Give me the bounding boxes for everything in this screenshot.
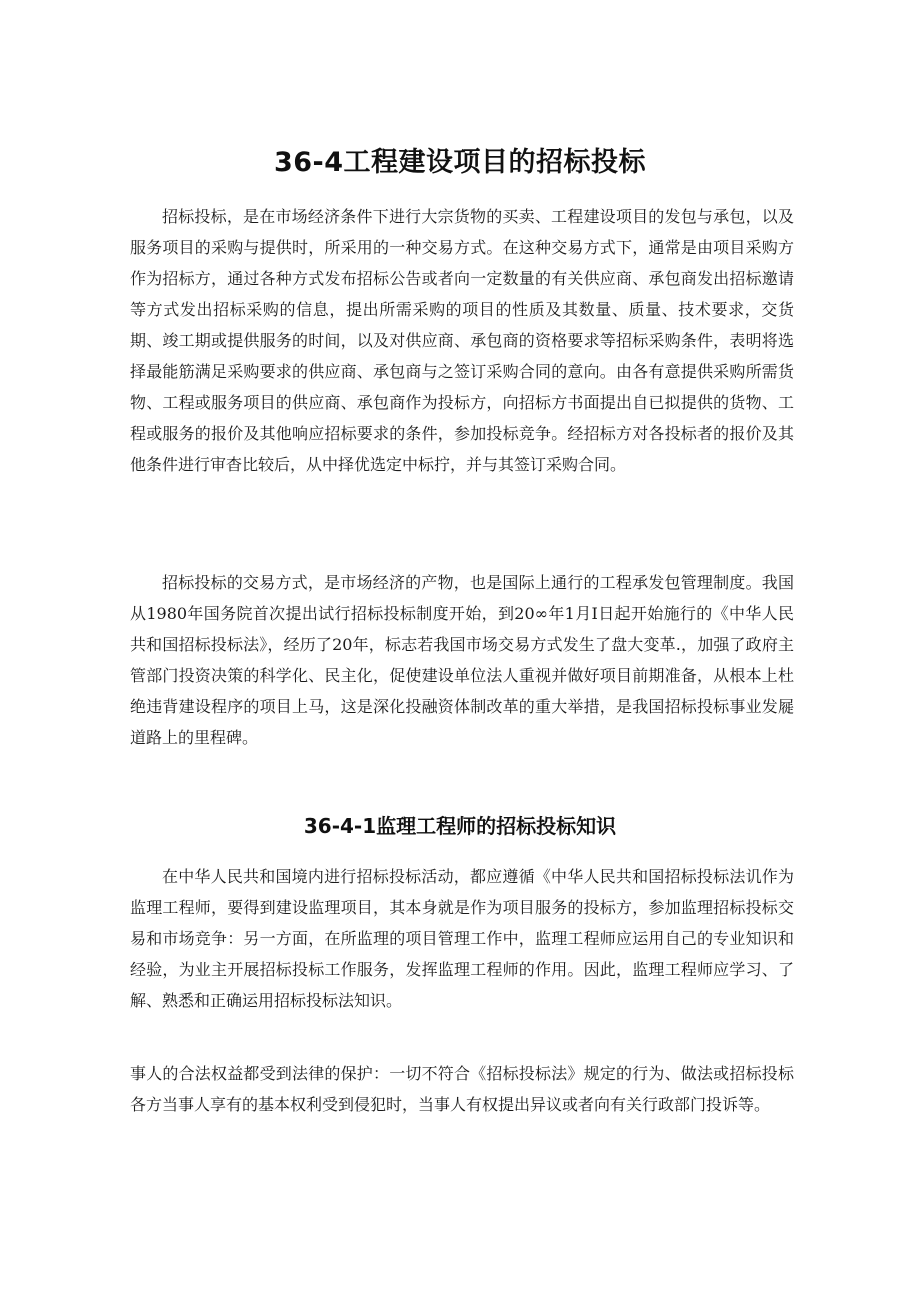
paragraph-history: 招标投标的交易方式，是市场经济的产物，也是国际上通行的工程承发包管理制度。我国从1980年国务院首次提出试行招标投标制度开始，到20∞年1月I日起开始施行的《中华人民共和国招标投标法》，经历了20年，标志若我国市场交易方式发生了盘大变革.，加强了政府主管部门投资决策的科学化、民主化，促使建设单位法人重视并做好项目前期准备，从根本上杜绝违背建设程序的项目上马，这是深化投融资体制改革的重大举措，是我国招标投标事业发屣道路上的里程碑。 bbox=[130, 573, 794, 747]
paragraph-intro: 招标投标，是在市场经济条件下进行大宗货物的买卖、工程建设项目的发包与承包，以及服务项目的采购与提供时，所采用的一种交易方式。在这种交易方式下，通常是由项目采购方作为招标方，通过各种方式发布招标公告或者向一定数量的有关供应商、承包商发出招标邀请等方式发出招标采购的信息，提出所需采购的项目的性质及其数量、质量、技术要求，交货期、竣工期或提供服务的时间，以及对供应商、承包商的资格要求等招标采购条件，表明将选择最能筋满足采购要求的供应商、承包商与之签订采购合同的意向。由各有意提供采购所需货物、工程或服务项目的供应商、承包商作为投标方，向招标方书面提出自已拟提供的货物、工程或服务的报价及其他响应招标要求的条件，参加投标竞争。经招标方对各投标者的报价及其他条件进行审杳比较后，从中择优选定中标拧，并与其签订采购合同。 bbox=[130, 207, 794, 474]
page-title: 36-4工程建设项目的招标投标 bbox=[273, 147, 647, 178]
paragraph-rights: 事人的合法权益都受到法律的保护：一切不符合《招标投标法》规定的行为、做法或招标投标各方当事人享有的基本权利受到侵犯时，当事人有权提出异议或者向有关行政部门投诉等。 bbox=[130, 1064, 794, 1114]
paragraph-supervisor: 在中华人民共和国境内进行招标投标活动，都应遵循《中华人民共和国招标投标法讥作为监理工程师，要得到建设监理项目，其本身就是作为项目服务的投标方，参加监理招标投标交易和市场竞争：另一方面，在所监理的项目管理工作中，监理工程师应运用自己的专业知识和经验，为业主开展招标投标工作服务，发挥监理工程师的作用。因此，监理工程师应学习、了解、熟悉和正确运用招标投标法知识。 bbox=[130, 867, 794, 1010]
section-heading: 36-4-1监理工程师的招标投标知识 bbox=[303, 814, 617, 838]
